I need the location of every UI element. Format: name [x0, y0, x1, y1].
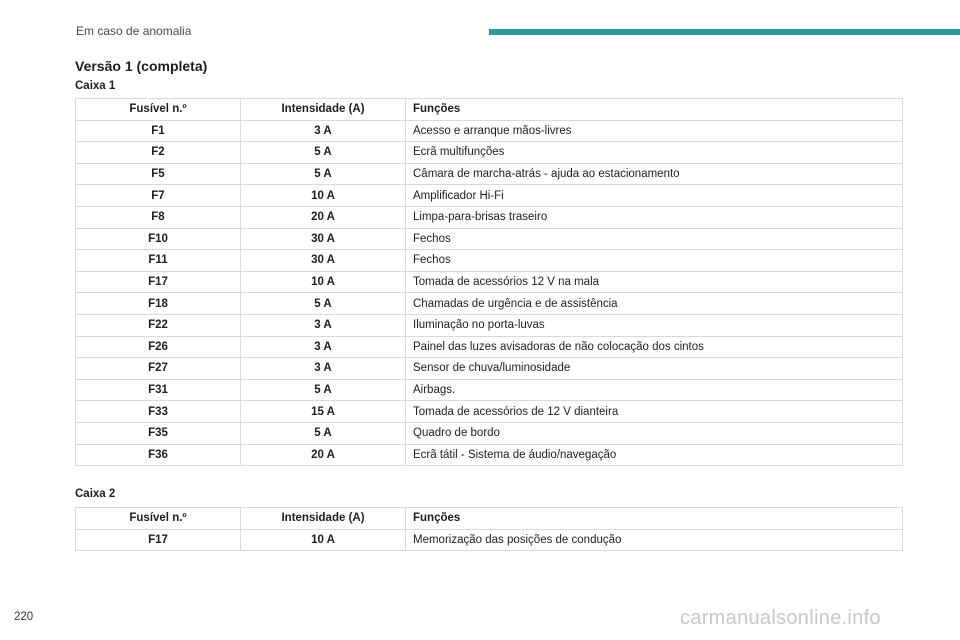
column-header-amps: Intensidade (A) — [241, 99, 406, 121]
page-number: 220 — [14, 611, 34, 623]
amperage-cell: 5 A — [241, 379, 406, 401]
function-cell: Tomada de acessórios de 12 V dianteira — [406, 401, 903, 423]
amperage-cell: 15 A — [241, 401, 406, 423]
table-row — [76, 206, 903, 228]
table-row — [76, 185, 903, 207]
table-row — [76, 250, 903, 272]
amperage-cell: 10 A — [241, 185, 406, 207]
fuse-number-cell: F2 — [76, 142, 241, 164]
function-cell: Airbags. — [406, 379, 903, 401]
table-row — [76, 163, 903, 185]
function-cell: Ecrã multifunções — [406, 142, 903, 164]
amperage-cell: 5 A — [241, 163, 406, 185]
amperage-cell: 3 A — [241, 358, 406, 380]
amperage-cell: 30 A — [241, 228, 406, 250]
amperage-cell: 5 A — [241, 142, 406, 164]
fuse-table-box2 — [75, 507, 903, 551]
function-cell: Amplificador Hi-Fi — [406, 185, 903, 207]
function-cell: Acesso e arranque mãos-livres — [406, 120, 903, 142]
fuse-number-cell: F26 — [76, 336, 241, 358]
table-row — [76, 422, 903, 444]
column-header-function: Funções — [406, 508, 903, 530]
table-row — [76, 120, 903, 142]
amperage-cell: 20 A — [241, 206, 406, 228]
fuse-number-cell: F10 — [76, 228, 241, 250]
amperage-cell: 3 A — [241, 314, 406, 336]
fuse-number-cell: F8 — [76, 206, 241, 228]
fuse-number-cell: F5 — [76, 163, 241, 185]
column-header-fuse: Fusível n.º — [76, 99, 241, 121]
function-cell: Chamadas de urgência e de assistência — [406, 293, 903, 315]
function-cell: Memorização das posições de condução — [406, 529, 903, 551]
table-row — [76, 228, 903, 250]
amperage-cell: 5 A — [241, 422, 406, 444]
function-cell: Painel das luzes avisadoras de não colocação dos cintos — [406, 336, 903, 358]
table-row — [76, 379, 903, 401]
function-cell: Limpa-para-brisas traseiro — [406, 206, 903, 228]
table-row — [76, 271, 903, 293]
fuse-number-cell: F36 — [76, 444, 241, 466]
function-cell: Fechos — [406, 250, 903, 272]
amperage-cell: 5 A — [241, 293, 406, 315]
amperage-cell: 30 A — [241, 250, 406, 272]
fuse-number-cell: F27 — [76, 358, 241, 380]
table-header-row — [76, 99, 903, 121]
function-cell: Sensor de chuva/luminosidade — [406, 358, 903, 380]
amperage-cell: 3 A — [241, 120, 406, 142]
function-cell: Tomada de acessórios 12 V na mala — [406, 271, 903, 293]
function-cell: Fechos — [406, 228, 903, 250]
table-row — [76, 444, 903, 466]
fuse-number-cell: F7 — [76, 185, 241, 207]
box2-label: Caixa 2 — [75, 488, 116, 500]
function-cell: Iluminação no porta-luvas — [406, 314, 903, 336]
column-header-fuse: Fusível n.º — [76, 508, 241, 530]
column-header-amps: Intensidade (A) — [241, 508, 406, 530]
table-row — [76, 142, 903, 164]
fuse-number-cell: F18 — [76, 293, 241, 315]
fuse-number-cell: F1 — [76, 120, 241, 142]
box1-label: Caixa 1 — [75, 80, 116, 92]
function-cell: Câmara de marcha-atrás - ajuda ao estacionamento — [406, 163, 903, 185]
amperage-cell: 3 A — [241, 336, 406, 358]
table-row — [76, 529, 903, 551]
amperage-cell: 20 A — [241, 444, 406, 466]
fuse-table-box1 — [75, 98, 903, 466]
watermark-text: carmanualsonline.info — [680, 607, 881, 629]
fuse-number-cell: F31 — [76, 379, 241, 401]
fuse-number-cell: F17 — [76, 529, 241, 551]
fuse-number-cell: F17 — [76, 271, 241, 293]
function-cell: Ecrã tátil - Sistema de áudio/navegação — [406, 444, 903, 466]
amperage-cell: 10 A — [241, 529, 406, 551]
page-title: Versão 1 (completa) — [75, 58, 208, 74]
amperage-cell: 10 A — [241, 271, 406, 293]
table-row — [76, 336, 903, 358]
column-header-function: Funções — [406, 99, 903, 121]
table-row — [76, 293, 903, 315]
fuse-number-cell: F22 — [76, 314, 241, 336]
header-accent-bar — [489, 29, 960, 35]
table-row — [76, 358, 903, 380]
fuse-number-cell: F35 — [76, 422, 241, 444]
table-row — [76, 314, 903, 336]
fuse-number-cell: F33 — [76, 401, 241, 423]
table-row — [76, 401, 903, 423]
table-header-row — [76, 508, 903, 530]
section-header: Em caso de anomalia — [76, 24, 192, 38]
fuse-number-cell: F11 — [76, 250, 241, 272]
function-cell: Quadro de bordo — [406, 422, 903, 444]
